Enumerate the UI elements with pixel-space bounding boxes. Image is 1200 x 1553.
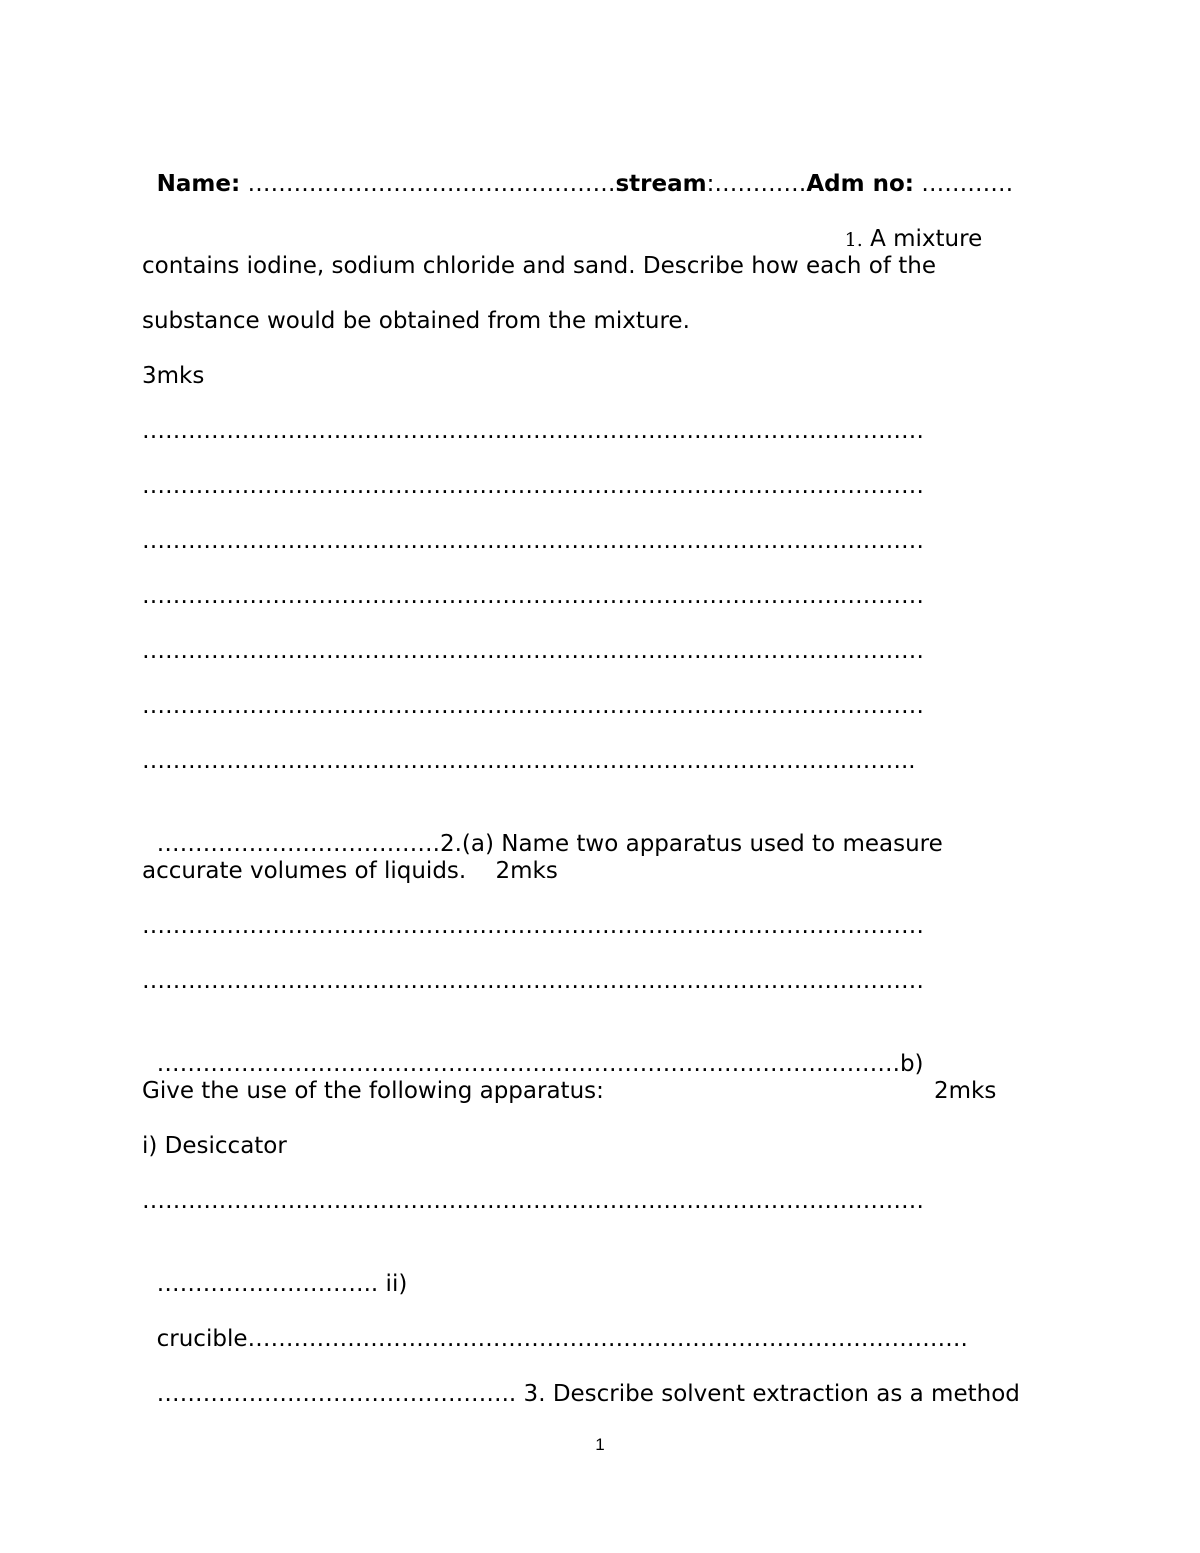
question-1-intro-text: A mixture: [862, 226, 983, 252]
question-2b-ii-text-line: [142, 1297, 968, 1353]
name-label: Name:: [156, 171, 241, 197]
answer-line[interactable]: …………………………………………………………………………………………: [142, 583, 924, 609]
answer-line[interactable]: …………………………………………………………………………………………: [142, 473, 924, 499]
answer-line[interactable]: ………………………..: [156, 1271, 379, 1297]
answer-line[interactable]: ………………………………………………………………………………….: [247, 1326, 968, 1352]
stream-blank[interactable]: :…………: [706, 171, 807, 197]
question-1-intro: [830, 197, 982, 254]
answer-line[interactable]: ……………………………….: [156, 831, 440, 857]
question-2b-i-label: i) Desiccator: [142, 1133, 287, 1159]
question-2a-text-line-2: accurate volumes of liquids. 2mks: [142, 858, 558, 884]
name-blank[interactable]: …………………………………………: [240, 171, 616, 197]
stream-label: stream: [615, 171, 707, 197]
question-2b-ii-text: crucible: [156, 1326, 248, 1352]
question-2b-prefix-line: [142, 1022, 924, 1078]
question-2b-text: Give the use of the following apparatus:: [142, 1078, 604, 1104]
adm-no-blank[interactable]: …………: [913, 171, 1014, 197]
answer-line[interactable]: …………………………………………………………………………………………: [142, 1188, 924, 1214]
answer-line[interactable]: …………………………………………………………………………………………: [142, 528, 924, 554]
question-2b-ii-line: [142, 1242, 407, 1298]
question-2b-marks: 2mks: [934, 1078, 997, 1104]
question-1-text-line-3: substance would be obtained from the mixture.: [142, 308, 690, 334]
question-2b-ii-label: ii): [378, 1271, 408, 1297]
answer-line[interactable]: ………………………………………..: [156, 1381, 517, 1407]
question-3-line: [142, 1352, 1020, 1408]
answer-line[interactable]: …………………………………………………………………………………………: [142, 418, 924, 444]
answer-line[interactable]: …………………………………………………………………………………………: [142, 638, 924, 664]
answer-line[interactable]: …………………………………………………………………………………….: [156, 1051, 900, 1077]
answer-line[interactable]: …………………………………………………………………………………………: [142, 693, 924, 719]
question-1-number: 1.: [844, 229, 863, 251]
question-2a-text: 2.(a) Name two apparatus used to measure: [439, 831, 943, 857]
answer-line[interactable]: ………………………………………………………………………………………..: [142, 748, 916, 774]
question-1-marks: 3mks: [142, 363, 205, 389]
page-number: 1: [595, 1435, 605, 1454]
question-3-text: 3. Describe solvent extraction as a method: [516, 1381, 1020, 1407]
adm-no-label: Adm no:: [806, 171, 914, 197]
question-2a-line: [142, 802, 943, 858]
student-details-line: [142, 142, 1013, 198]
answer-line[interactable]: …………………………………………………………………………………………: [142, 913, 924, 939]
answer-line[interactable]: …………………………………………………………………………………………: [142, 968, 924, 994]
question-2b-label: b): [899, 1051, 924, 1077]
question-1-text-line-2: contains iodine, sodium chloride and sand. Describe how each of the: [142, 253, 937, 279]
